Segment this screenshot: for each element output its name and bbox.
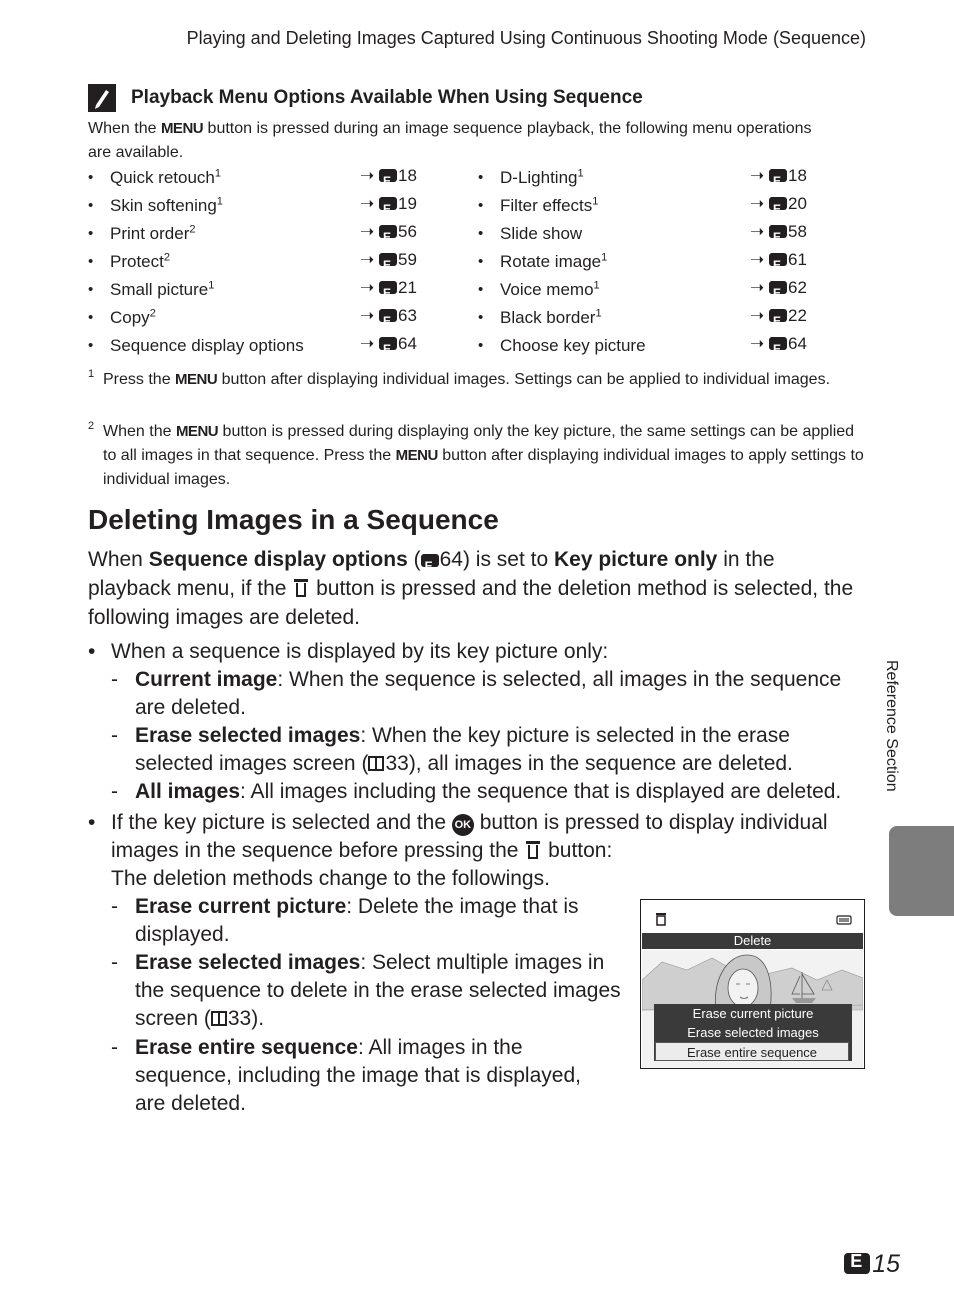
arrow-icon: ➝ <box>750 334 765 353</box>
option-label: Protect$^2$ <box>110 251 170 271</box>
bullet-marker: • <box>88 281 94 298</box>
arrow-icon: ➝ <box>360 334 375 353</box>
dash: - <box>111 668 118 691</box>
arrow-icon: ➝ <box>750 222 765 241</box>
option-page-ref: ➝ E 18 <box>360 162 417 190</box>
reference-section-icon <box>769 197 787 210</box>
reference-section-icon <box>769 281 787 294</box>
reference-section-icon <box>769 309 787 322</box>
reference-section-icon <box>769 169 787 182</box>
reference-section-icon <box>379 337 397 350</box>
bullet-marker: • <box>88 225 94 242</box>
bullet-2-item-1: Erase current picture: Delete the image that is displayed. <box>135 895 579 946</box>
option-label: Copy$^2$ <box>110 307 156 327</box>
menu-button-icon: MENU <box>395 447 438 464</box>
bullet-marker: • <box>478 281 484 298</box>
trash-icon <box>641 900 865 933</box>
reference-section-icon <box>379 225 397 238</box>
option-page-ref: ➝ E 19 <box>360 190 417 218</box>
bullet-1-item-1: Current image: When the sequence is selected, all images in the sequence are deleted. <box>135 668 842 719</box>
ok-button-icon: OK <box>452 814 474 836</box>
section-heading: Deleting Images in a Sequence <box>88 504 499 535</box>
section-intro: When Sequence display options (E 64) is set to Key picture only in the playback menu, if the button is pressed and the deletion method is selected, the following images are deleted. <box>88 545 858 632</box>
reference-section-icon <box>379 169 397 182</box>
menu-item-erase-current[interactable]: Erase current picture <box>692 1006 814 1021</box>
dash: - <box>111 780 118 803</box>
option-page-ref: ➝ E 20 <box>750 190 807 218</box>
menu-button-icon: MENU <box>175 371 218 388</box>
option-page-ref: ➝ E 56 <box>360 218 417 246</box>
bullet-marker: • <box>478 169 484 186</box>
bullet-marker: • <box>88 197 94 214</box>
option-page-ref: ➝ E 21 <box>360 274 417 302</box>
reference-section-icon <box>379 309 397 322</box>
book-reference-icon <box>211 1011 227 1026</box>
bullet-2-text: If the key picture is selected and the OK button is pressed to display individual images in the sequence before pressing the button: <box>111 811 828 862</box>
option-page-ref: ➝ E 18 <box>750 162 807 190</box>
dash: - <box>111 951 118 974</box>
bullet-marker: • <box>478 309 484 326</box>
bullet-marker: • <box>478 197 484 214</box>
trash-icon <box>294 579 308 597</box>
arrow-icon: ➝ <box>360 306 375 325</box>
arrow-icon: ➝ <box>750 250 765 269</box>
footnote-1: 1 Press the MENU button after displaying individual images. Settings can be applied to individual images. <box>88 368 831 388</box>
arrow-icon: ➝ <box>750 194 765 213</box>
bullet-marker: • <box>478 337 484 354</box>
option-label: Filter effects$^1$ <box>500 195 599 215</box>
bullet-2-item-3: Erase entire sequence: All images in the sequence, including the image that is displayed, are deleted. <box>135 1036 581 1115</box>
section-tab <box>889 826 954 916</box>
option-label: Choose key picture <box>500 336 646 355</box>
reference-section-icon <box>769 253 787 266</box>
option-label: Voice memo$^1$ <box>500 279 600 299</box>
note-pencil-icon <box>88 84 116 112</box>
bullet-2-line: The deletion methods change to the followings. <box>111 867 550 890</box>
reference-section-icon <box>769 337 787 350</box>
menu-button-icon: MENU <box>160 120 204 137</box>
option-page-ref: ➝ E 61 <box>750 246 807 274</box>
bullet-marker: • <box>88 253 94 270</box>
running-header: Playing and Deleting Images Captured Using Continuous Shooting Mode (Sequence) <box>186 28 866 48</box>
option-label: Print order$^2$ <box>110 223 196 243</box>
menu-item-erase-entire-sequence[interactable]: Erase entire sequence <box>655 1042 849 1061</box>
bullet-1-item-3: All images: All images including the sequence that is displayed are deleted. <box>135 780 842 803</box>
camera-delete-screen <box>640 899 865 1069</box>
arrow-icon: ➝ <box>360 166 375 185</box>
arrow-icon: ➝ <box>750 166 765 185</box>
menu-item-erase-selected[interactable]: Erase selected images <box>687 1025 819 1040</box>
screen-status-bar <box>641 900 864 933</box>
option-page-ref: ➝ E 62 <box>750 274 807 302</box>
arrow-icon: ➝ <box>750 278 765 297</box>
option-label: Black border$^1$ <box>500 307 602 327</box>
note-title: Playback Menu Options Available When Using Sequence <box>131 87 643 108</box>
dash: - <box>111 1036 118 1059</box>
reference-section-icon <box>769 225 787 238</box>
option-page-ref: ➝ E 64 <box>360 330 417 358</box>
dash: - <box>111 895 118 918</box>
reference-section-icon <box>379 253 397 266</box>
option-label: Rotate image$^1$ <box>500 251 608 271</box>
option-label: Skin softening$^1$ <box>110 195 223 215</box>
page-number: E15 <box>844 1250 900 1279</box>
bullet-marker: • <box>478 225 484 242</box>
option-label: Slide show <box>500 224 583 243</box>
arrow-icon: ➝ <box>360 222 375 241</box>
delete-options-menu <box>654 1004 852 1061</box>
bullet-1-text: When a sequence is displayed by its key picture only: <box>111 640 609 663</box>
bullet-marker: • <box>88 337 94 354</box>
side-section-label: Reference Section <box>883 660 900 792</box>
book-reference-icon <box>368 756 384 771</box>
option-page-ref: ➝ E 58 <box>750 218 807 246</box>
menu-button-icon: MENU <box>175 423 219 440</box>
option-page-ref: ➝ E 22 <box>750 302 807 330</box>
reference-section-icon <box>421 554 439 567</box>
option-label: Sequence display options <box>110 336 304 355</box>
option-page-ref: ➝ E 64 <box>750 330 807 358</box>
screen-title: Delete <box>642 933 863 949</box>
bullet-2-item-2: Erase selected images: Select multiple images in the sequence to delete in the erase selected images screen ( 33). <box>135 951 621 1030</box>
reference-section-icon <box>379 197 397 210</box>
trash-icon <box>526 841 540 859</box>
option-label: Small picture$^1$ <box>110 279 215 299</box>
reference-section-icon <box>379 281 397 294</box>
arrow-icon: ➝ <box>360 250 375 269</box>
option-page-ref: ➝ E 59 <box>360 246 417 274</box>
bullet-marker: • <box>88 169 94 186</box>
reference-section-icon <box>844 1253 870 1274</box>
bullet-marker: • <box>88 309 94 326</box>
bullet-marker: • <box>88 640 96 663</box>
arrow-icon: ➝ <box>360 278 375 297</box>
arrow-icon: ➝ <box>360 194 375 213</box>
bullet-marker: • <box>478 253 484 270</box>
bullet-1-item-2: Erase selected images: When the key picture is selected in the erase selected images screen ( 33), all images in the sequence are deleted. <box>135 724 793 775</box>
option-label: D-Lighting$^1$ <box>500 167 584 187</box>
dash: - <box>111 724 118 747</box>
option-label: Quick retouch$^1$ <box>110 167 222 187</box>
footnote-2: 2 When the MENU button is pressed during displaying only the key picture, the same settings can be applied to all images in that sequence. Press the MENU button after displaying individual images to apply settings to individual images. <box>88 420 864 488</box>
bullet-marker: • <box>88 811 96 834</box>
note-intro: When the MENU button is pressed during an image sequence playback, the following menu operations are available. <box>88 120 812 161</box>
option-page-ref: ➝ E 63 <box>360 302 417 330</box>
arrow-icon: ➝ <box>750 306 765 325</box>
